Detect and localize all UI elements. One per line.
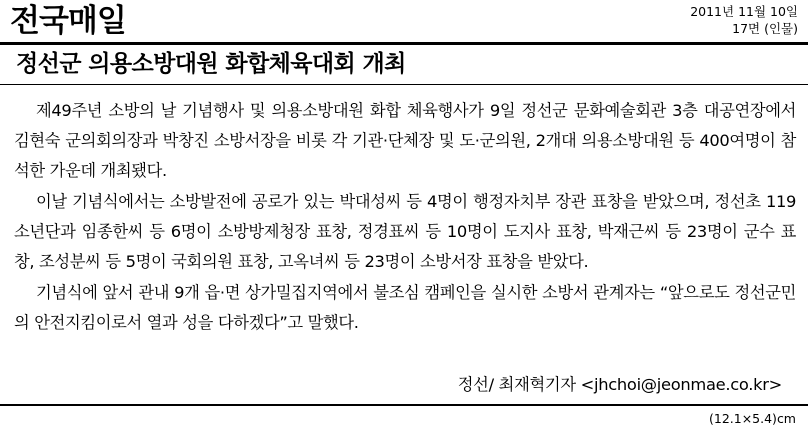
paragraph: 기념식에 앞서 관내 9개 읍·면 상가밀집지역에서 불조심 캠페인을 실시한 소방서 관계자는 “앞으로도 정선군민의 안전지킴이로서 열과 성을 다하겠다”고 말했다. (14, 283, 796, 332)
clipping-size-note: (12.1×5.4)cm (709, 411, 796, 426)
masthead-meta (690, 3, 798, 37)
paragraph: 이날 기념식에서는 소방발전에 공로가 있는 박대성씨 등 4명이 행정자치부 장관 표창을 받았으며, 정선초 119소년단과 임종한씨 등 6명이 소방방제청장 표창, 정경표씨 등 10명이 도지사 표창, 박재근씨 등 23명이 군수 표창, 조성분씨 등 5명이 국회의원 표창, 고옥녀씨 등 23명이 소방서장 표창을 받았다. (14, 192, 796, 271)
masthead (10, 2, 798, 42)
article-byline: 정선/ 최재혁기자 <jhchoi@jeonmae.co.kr> (457, 375, 782, 394)
masthead-divider (0, 42, 808, 45)
article-body (14, 96, 796, 338)
newspaper-title: 전국매일 (10, 3, 126, 39)
publication-date: 2011년 11월 10일 (690, 4, 798, 19)
article-headline: 정선군 의용소방대원 화합체육대회 개최 (16, 51, 406, 77)
footer-divider (0, 404, 808, 406)
headline-divider (0, 84, 808, 85)
paragraph: 제49주년 소방의 날 기념행사 및 의용소방대원 화합 체육행사가 9일 정선군 문화예술회관 3층 대공연장에서 김현숙 군의회의장과 박창진 소방서장을 비롯 각 기관·단체장 및 도·군의원, 2개대 의용소방대원 등 400여명이 참석한 가운데 개최됐다. (14, 101, 796, 180)
page-number-info: 17면 (인물) (732, 21, 798, 36)
